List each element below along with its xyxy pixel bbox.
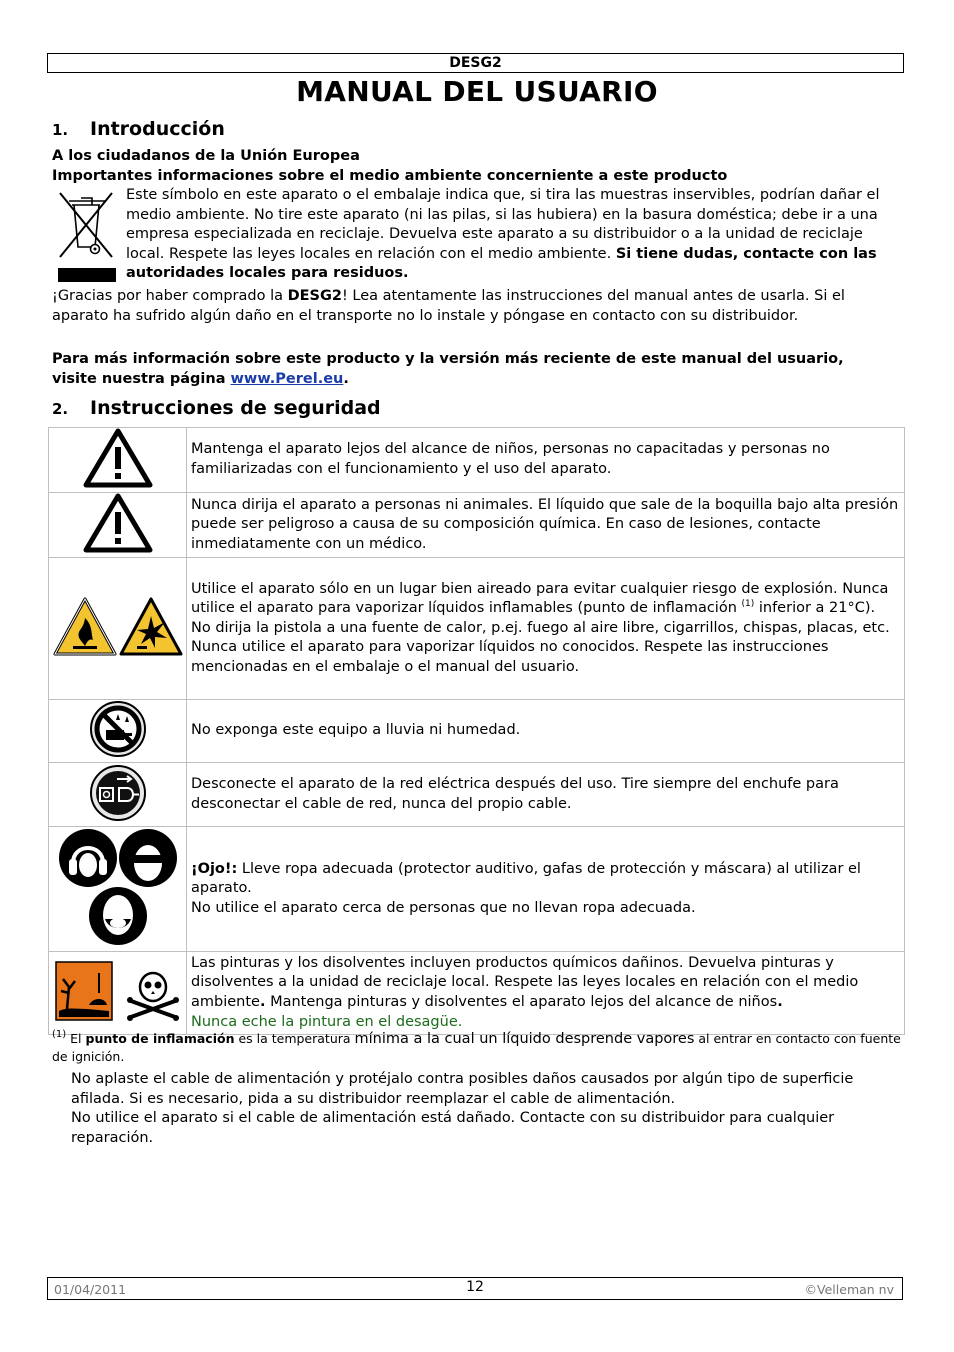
- ear-protection-icon: [59, 829, 117, 887]
- cable-note: No utilice el aparato si el cable de alimentación está dañado. Contacte con su distribuidor para cualquier reparación.: [71, 1110, 835, 1146]
- weee-bin-icon: [55, 187, 117, 283]
- chem-text-b: Mantenga pinturas y disolventes el aparato lejos del alcance de niños: [265, 994, 778, 1010]
- warning-triangle-icon: [49, 428, 187, 493]
- section-1-heading: [52, 117, 225, 142]
- cable-note: No aplaste el cable de alimentación y protéjalo contra posibles daños causados por algún tipo de superficie afilada. Si es necesario, pida a su distribuidor reemplazar el cable de alimentación.: [71, 1071, 854, 1107]
- footnote-end: al entrar en contacto con fuente de ignición.: [52, 1031, 901, 1064]
- footnote: [52, 1030, 902, 1065]
- thanks-pre: ¡Gracias por haber comprado la: [52, 288, 288, 304]
- footnote-pre: El: [66, 1031, 86, 1046]
- safety-text-line: Nunca utilice el aparato para vaporizar líquidos no conocidos. Respete las instrucciones mencionadas en el embalaje o el manual del usuario.: [191, 639, 829, 675]
- page-footer: [47, 1277, 903, 1300]
- safety-table: [48, 427, 905, 1035]
- page-number: 12: [466, 1279, 484, 1295]
- footnote-mark: (1): [52, 1029, 67, 1040]
- footnote-large: mínima a la cual un líquido desprende vapores: [354, 1031, 695, 1047]
- safety-row: [49, 952, 905, 1035]
- no-rain-icon: [49, 700, 187, 763]
- safety-text-multi: [187, 952, 905, 1035]
- section-number: 2.: [52, 400, 69, 418]
- eu-heading: A los ciudadanos de la Unión Europea: [52, 148, 360, 164]
- safety-text-line: No utilice el aparato cerca de personas que no llevan ropa adecuada.: [191, 899, 696, 916]
- warning-triangle-icon: [49, 493, 187, 558]
- thanks-model: DESG2: [287, 288, 342, 304]
- thanks-paragraph: [52, 287, 892, 326]
- page-title: MANUAL DEL USUARIO: [296, 75, 658, 108]
- more-info-end: .: [343, 370, 349, 387]
- drain-warning: Nunca eche la pintura en el desagüe.: [191, 1013, 463, 1030]
- environmental-hazard-icon: [56, 962, 112, 1020]
- safety-text: Mantenga el aparato lejos del alcance de niños, personas no capacitadas y personas no familiarizadas con el funcionamiento y el uso del aparato.: [187, 428, 905, 493]
- safety-text-multi: [187, 827, 905, 952]
- safety-row: [49, 493, 905, 558]
- safety-text: No exponga este equipo a lluvia ni humedad.: [187, 700, 905, 763]
- safety-row: [49, 700, 905, 763]
- mask-icon: [89, 887, 147, 945]
- line1: Utilice el aparato sólo en un lugar bien aireado para evitar cualquier riesgo de explosión. Nunca utilice el aparato para vaporizar líquidos inflamables (punto de inflamación: [191, 580, 889, 617]
- footnote-mid: es la temperatura: [234, 1031, 355, 1046]
- weee-text: Este símbolo en este aparato o el embalaje indica que, si tira las muestras inservibles, podrían dañar el medio ambiente. No tire este aparato (ni las pilas, si las hubiera) en la basura doméstica; debe ir a una empresa especializada en reciclaje. Devuelva este aparato a su distribuidor o a la unidad de reciclaje local. Respete las leyes locales en relación con el medio ambiente.: [126, 187, 880, 262]
- weee-paragraph: [126, 186, 892, 284]
- safety-text-line: No dirija la pistola a una fuente de calor, p.ej. fuego al aire libre, cigarrillos, chispas, placas, etc.: [191, 619, 890, 636]
- safety-text-multi: [187, 558, 905, 700]
- footnote-term: punto de inflamación: [85, 1031, 235, 1046]
- protective-gear-icon: [49, 827, 187, 952]
- line1-end: inferior a 21°C).: [754, 600, 876, 617]
- flammable-explosive-icon: [49, 558, 187, 700]
- thanks-post: ! Lea atentamente las instrucciones del manual antes de usarla. Si el aparato ha sufrido algún daño en el transporte no lo instale y póngase en contacto con su distribuidor.: [52, 288, 845, 324]
- chem-text: Las pinturas y los disolventes incluyen productos químicos dañinos. Devuelva pinturas y disolventes a la unidad de reciclaje local. Respete las leyes locales en relación con el medio ambiente: [191, 954, 859, 1010]
- goggles-icon: [119, 829, 177, 887]
- safety-row: [49, 827, 905, 952]
- safety-row: [49, 428, 905, 493]
- safety-text: Desconecte el aparato de la red eléctrica después del uso. Tire siempre del enchufe para desconectar el cable de red, nunca del propio cable.: [187, 763, 905, 827]
- weee-bold: Si tiene dudas, contacte con las autoridades locales para residuos.: [126, 245, 877, 282]
- more-info-paragraph: [52, 350, 892, 389]
- safety-text-line: [191, 860, 900, 899]
- footer-date: 01/04/2011: [54, 1282, 127, 1297]
- safety-row: [49, 763, 905, 827]
- perel-link[interactable]: www.Perel.eu: [230, 370, 344, 387]
- footer-copyright: ©Velleman nv: [804, 1282, 894, 1297]
- caution-label: ¡Ojo!:: [191, 860, 238, 877]
- section-number: 1.: [52, 121, 69, 139]
- safety-text: Nunca dirija el aparato a personas ni animales. El líquido que sale de la boquilla bajo alta presión puede ser peligroso a causa de su composición química. En caso de lesiones, contacte inmediatamente con un médico.: [187, 493, 905, 558]
- unplug-icon: [49, 763, 187, 827]
- section-2-heading: [52, 396, 381, 421]
- more-info-text: Para más información sobre este producto y la versión más reciente de este manual del usuario, visite nuestra página: [52, 351, 844, 387]
- cable-notes: [71, 1070, 891, 1148]
- safety-text-line: [191, 580, 900, 619]
- model-header: DESG2: [47, 53, 904, 73]
- chem-dot: .: [777, 994, 783, 1010]
- hazardous-chemicals-icon: [49, 952, 187, 1035]
- section-title: Instrucciones de seguridad: [90, 397, 381, 419]
- safety-row: [49, 558, 905, 700]
- caution-text: Lleve ropa adecuada (protector auditivo, gafas de protección y máscara) al utilizar el aparato.: [191, 860, 861, 897]
- toxic-skull-icon: [127, 973, 179, 1021]
- chem-dot: .: [259, 994, 266, 1010]
- footnote-ref: (1): [741, 599, 755, 610]
- safety-text-line: [191, 954, 900, 1013]
- env-heading: Importantes informaciones sobre el medio ambiente concerniente a este producto: [52, 168, 728, 184]
- section-title: Introducción: [90, 118, 225, 140]
